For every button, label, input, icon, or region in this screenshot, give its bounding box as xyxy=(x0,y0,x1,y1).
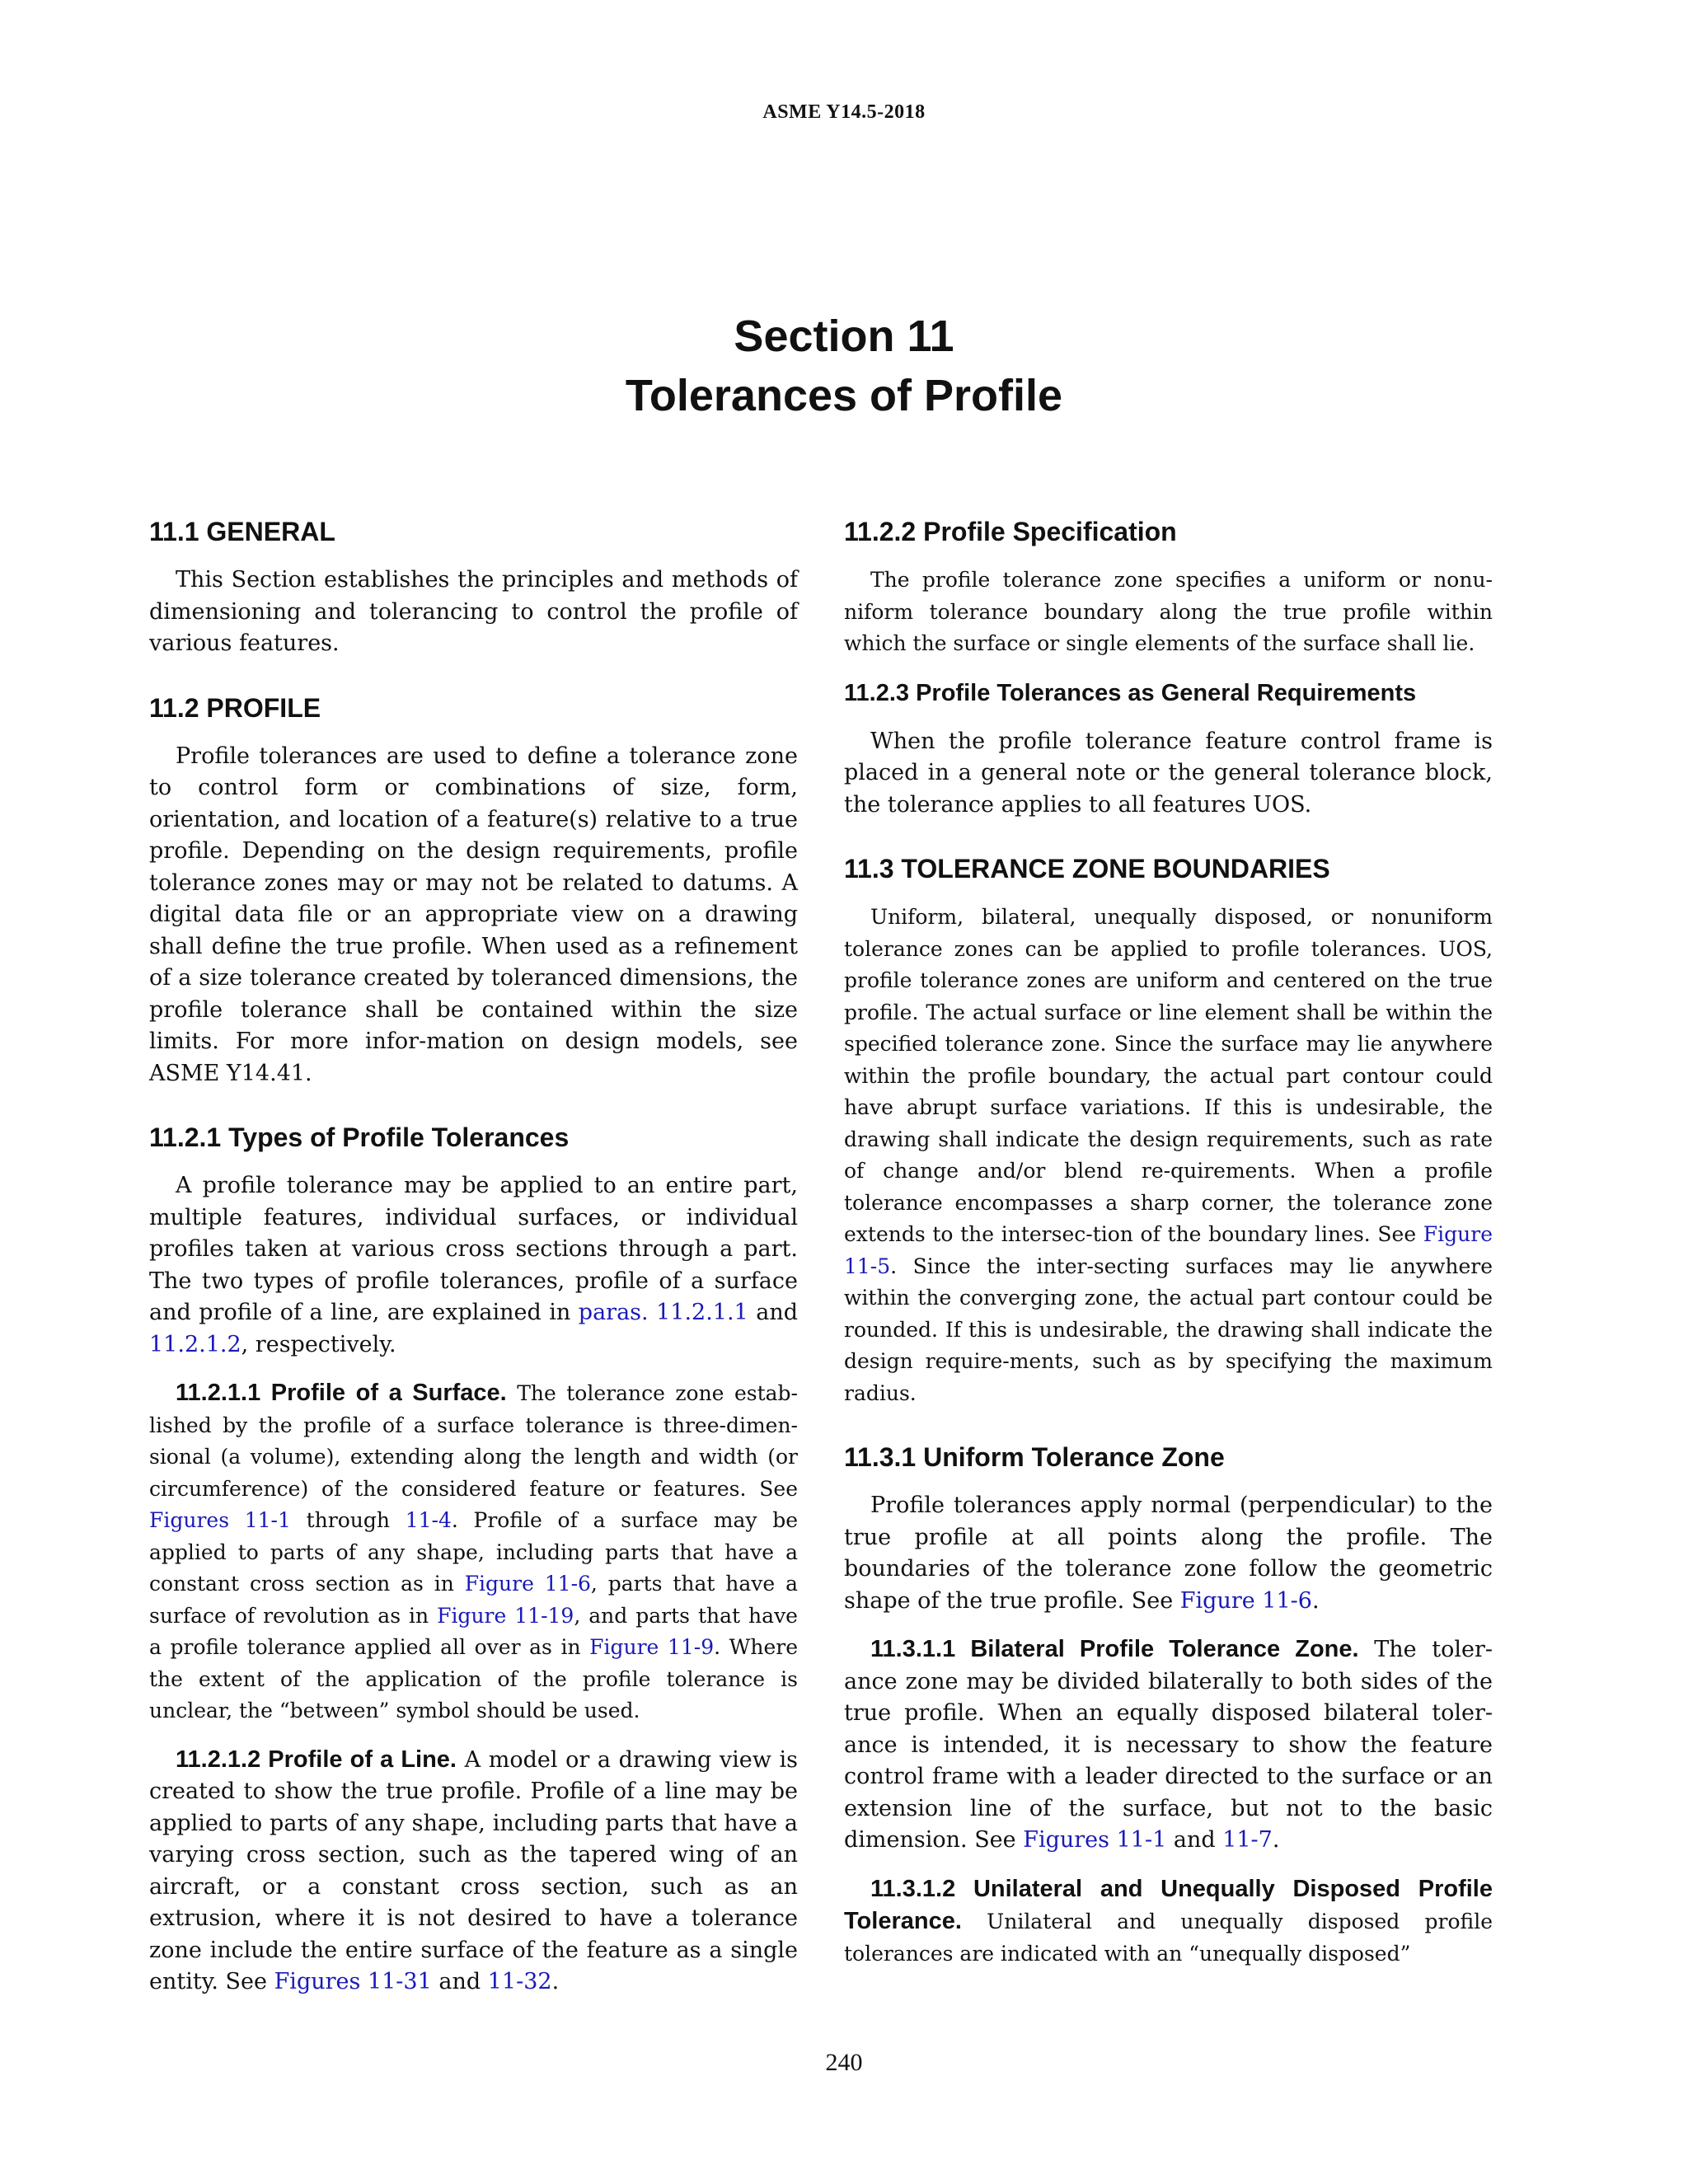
paragraph-profile-of-surface: 11.2.1.1 Profile of a Surface. The tolerance zone estab-lished by the profile of a surface tolerance is three-dimen-sional (a volume), extending along the length and width (or circumference) of the considered feature or features. See Figures 11-1 through 11-4. Profile of a surface may be applied to parts of any shape, including parts that have a constant cross section as in Figure 11-6, parts that have a surface of revolution as in Figure 11-19, and parts that have a profile tolerance applied all over as in Figure 11-9. Where the extent of the application of the profile tolerance is unclear, the “between” symbol should be used. xyxy=(149,1380,798,1722)
link-figures-11-1[interactable]: Figures 11-1 xyxy=(149,1508,291,1532)
runin-heading-11-3-1-2: 11.3.1.2 Unilateral and Unequally Disposed Profile Tolerance. xyxy=(844,1875,1493,1934)
document-header: ASME Y14.5-2018 xyxy=(762,101,926,123)
section-title xyxy=(0,307,1688,425)
paragraph-zone-boundaries: Uniform, bilateral, unequally disposed, or nonuniform tolerance zones can be applied to profile tolerances. UOS, profile tolerance zones are uniform and centered on the true profile. The actual surface or line element shall be within the specified tolerance zone. Since the surface may lie anywhere within the profile boundary, the actual part contour could have abrupt surface variations. If this is undesirable, the drawing shall indicate the design requirements, such as rate of change and/or blend re-quirements. When a profile tolerance encompasses a sharp corner, the tolerance zone extends to the intersec-tion of the boundary lines. See Figure 11-5. Since the inter-secting surfaces may lie anywhere within the converging zone, the actual part contour could be rounded. If this is undesirable, the drawing shall indicate the design require-ments, such as by specifying the maximum radius. xyxy=(844,905,1493,1405)
paragraph-types: A profile tolerance may be applied to an entire part, multiple features, individual surfaces, or individual profiles taken at various cross sections through a part. The two types of profile tolerances, profile of a surface and profile of a line, are explained in paras. 11.2.1.1 and 11.2.1.2, respectively. xyxy=(149,1173,798,1357)
right-column xyxy=(844,515,1493,1970)
paragraph-specification: The profile tolerance zone specifies a uniform or nonu-niform tolerance boundary along the true profile within which the surface or single elements of the surface shall lie. xyxy=(844,568,1493,655)
paragraph-unilateral: 11.3.1.2 Unilateral and Unequally Disposed Profile Tolerance. Unilateral and unequally disposed profile tolerances are indicated with an “unequally disposed” xyxy=(844,1875,1493,1966)
heading-11-3: 11.3 TOLERANCE ZONE BOUNDARIES xyxy=(844,854,1330,883)
heading-11-2-1: 11.2.1 Types of Profile Tolerances xyxy=(149,1122,570,1152)
link-figure-11-7[interactable]: 11-7 xyxy=(1222,1827,1273,1853)
heading-11-2-3: 11.2.3 Profile Tolerances as General Requirements xyxy=(844,679,1417,706)
heading-11-3-1: 11.3.1 Uniform Tolerance Zone xyxy=(844,1442,1225,1472)
heading-11-2-2: 11.2.2 Profile Specification xyxy=(844,517,1177,546)
link-para-11-2-1-1[interactable]: paras. 11.2.1.1 xyxy=(578,1300,748,1325)
link-figure-11-9[interactable]: Figure 11-9 xyxy=(589,1635,715,1659)
link-figure-11-19[interactable]: Figure 11-19 xyxy=(437,1603,574,1628)
paragraph-profile: Profile tolerances are used to define a tolerance zone to control form or combinations of size, form, orientation, and location of a feature(s) relative to a true profile. Depending on the design requirements, profile tolerance zones may or may not be related to datums. A digital data file or an appropriate view on a drawing shall define the true profile. When used as a refinement of a size tolerance created by toleranced dimensions, the profile tolerance shall be contained within the size limits. For more infor-mation on design models, see ASME Y14.41. xyxy=(149,743,798,1086)
left-column xyxy=(149,515,798,1999)
section-number: Section 11 xyxy=(734,312,954,361)
heading-11-1: 11.1 GENERAL xyxy=(149,517,335,546)
runin-heading-11-3-1-1: 11.3.1.1 Bilateral Profile Tolerance Zone. xyxy=(870,1636,1359,1662)
paragraph-general-requirements: When the profile tolerance feature control frame is placed in a general note or the general tolerance block, the tolerance applies to all features UOS. xyxy=(844,728,1493,818)
runin-heading-11-2-1-1: 11.2.1.1 Profile of a Surface. xyxy=(176,1380,507,1406)
heading-11-2: 11.2 PROFILE xyxy=(149,692,321,723)
paragraph-general: This Section establishes the principles and methods of dimensioning and tolerancing to control the profile of various features. xyxy=(149,567,798,656)
paragraph-bilateral-zone: 11.3.1.1 Bilateral Profile Tolerance Zone. The toler-ance zone may be divided bilaterally to both sides of the true profile. When an equally disposed bilateral toler-ance is intended, it is necessary to show the feature control frame with a leader directed to the surface or an extension line of the surface, but not to the basic dimension. See Figures 11-1 and 11-7. xyxy=(844,1636,1493,1853)
link-figure-11-6[interactable]: Figure 11-6 xyxy=(464,1572,591,1596)
link-figures-11-1-bilateral[interactable]: Figures 11-1 xyxy=(1023,1827,1167,1853)
link-figure-11-4[interactable]: 11-4 xyxy=(405,1508,452,1532)
link-figure-11-6-uniform[interactable]: Figure 11-6 xyxy=(1179,1587,1312,1614)
runin-heading-11-2-1-2: 11.2.1.2 Profile of a Line. xyxy=(176,1746,457,1773)
paragraph-profile-of-line: 11.2.1.2 Profile of a Line. A model or a drawing view is created to show the true profile. Profile of a line may be applied to parts of any shape, including parts that have a varying cross section, such as the tapered wing of an aircraft, or a constant cross section, such as an extrusion, where it is not desired to have a tolerance zone include the entire surface of the feature as a single entity. See Figures 11-31 and 11-32. xyxy=(149,1746,798,1994)
paragraph-uniform-zone: Profile tolerances apply normal (perpendicular) to the true profile at all points along the profile. The boundaries of the tolerance zone follow the geometric shape of the true profile. See Figure 11-6. xyxy=(844,1493,1493,1614)
link-para-11-2-1-2[interactable]: 11.2.1.2 xyxy=(149,1331,241,1357)
link-figures-11-31[interactable]: Figures 11-31 xyxy=(274,1969,432,1994)
page-number: 240 xyxy=(825,2049,863,2076)
section-name: Tolerances of Profile xyxy=(625,371,1063,420)
link-figure-11-5[interactable]: Figure 11-5 xyxy=(844,1222,1493,1278)
link-figure-11-32[interactable]: 11-32 xyxy=(487,1969,552,1994)
